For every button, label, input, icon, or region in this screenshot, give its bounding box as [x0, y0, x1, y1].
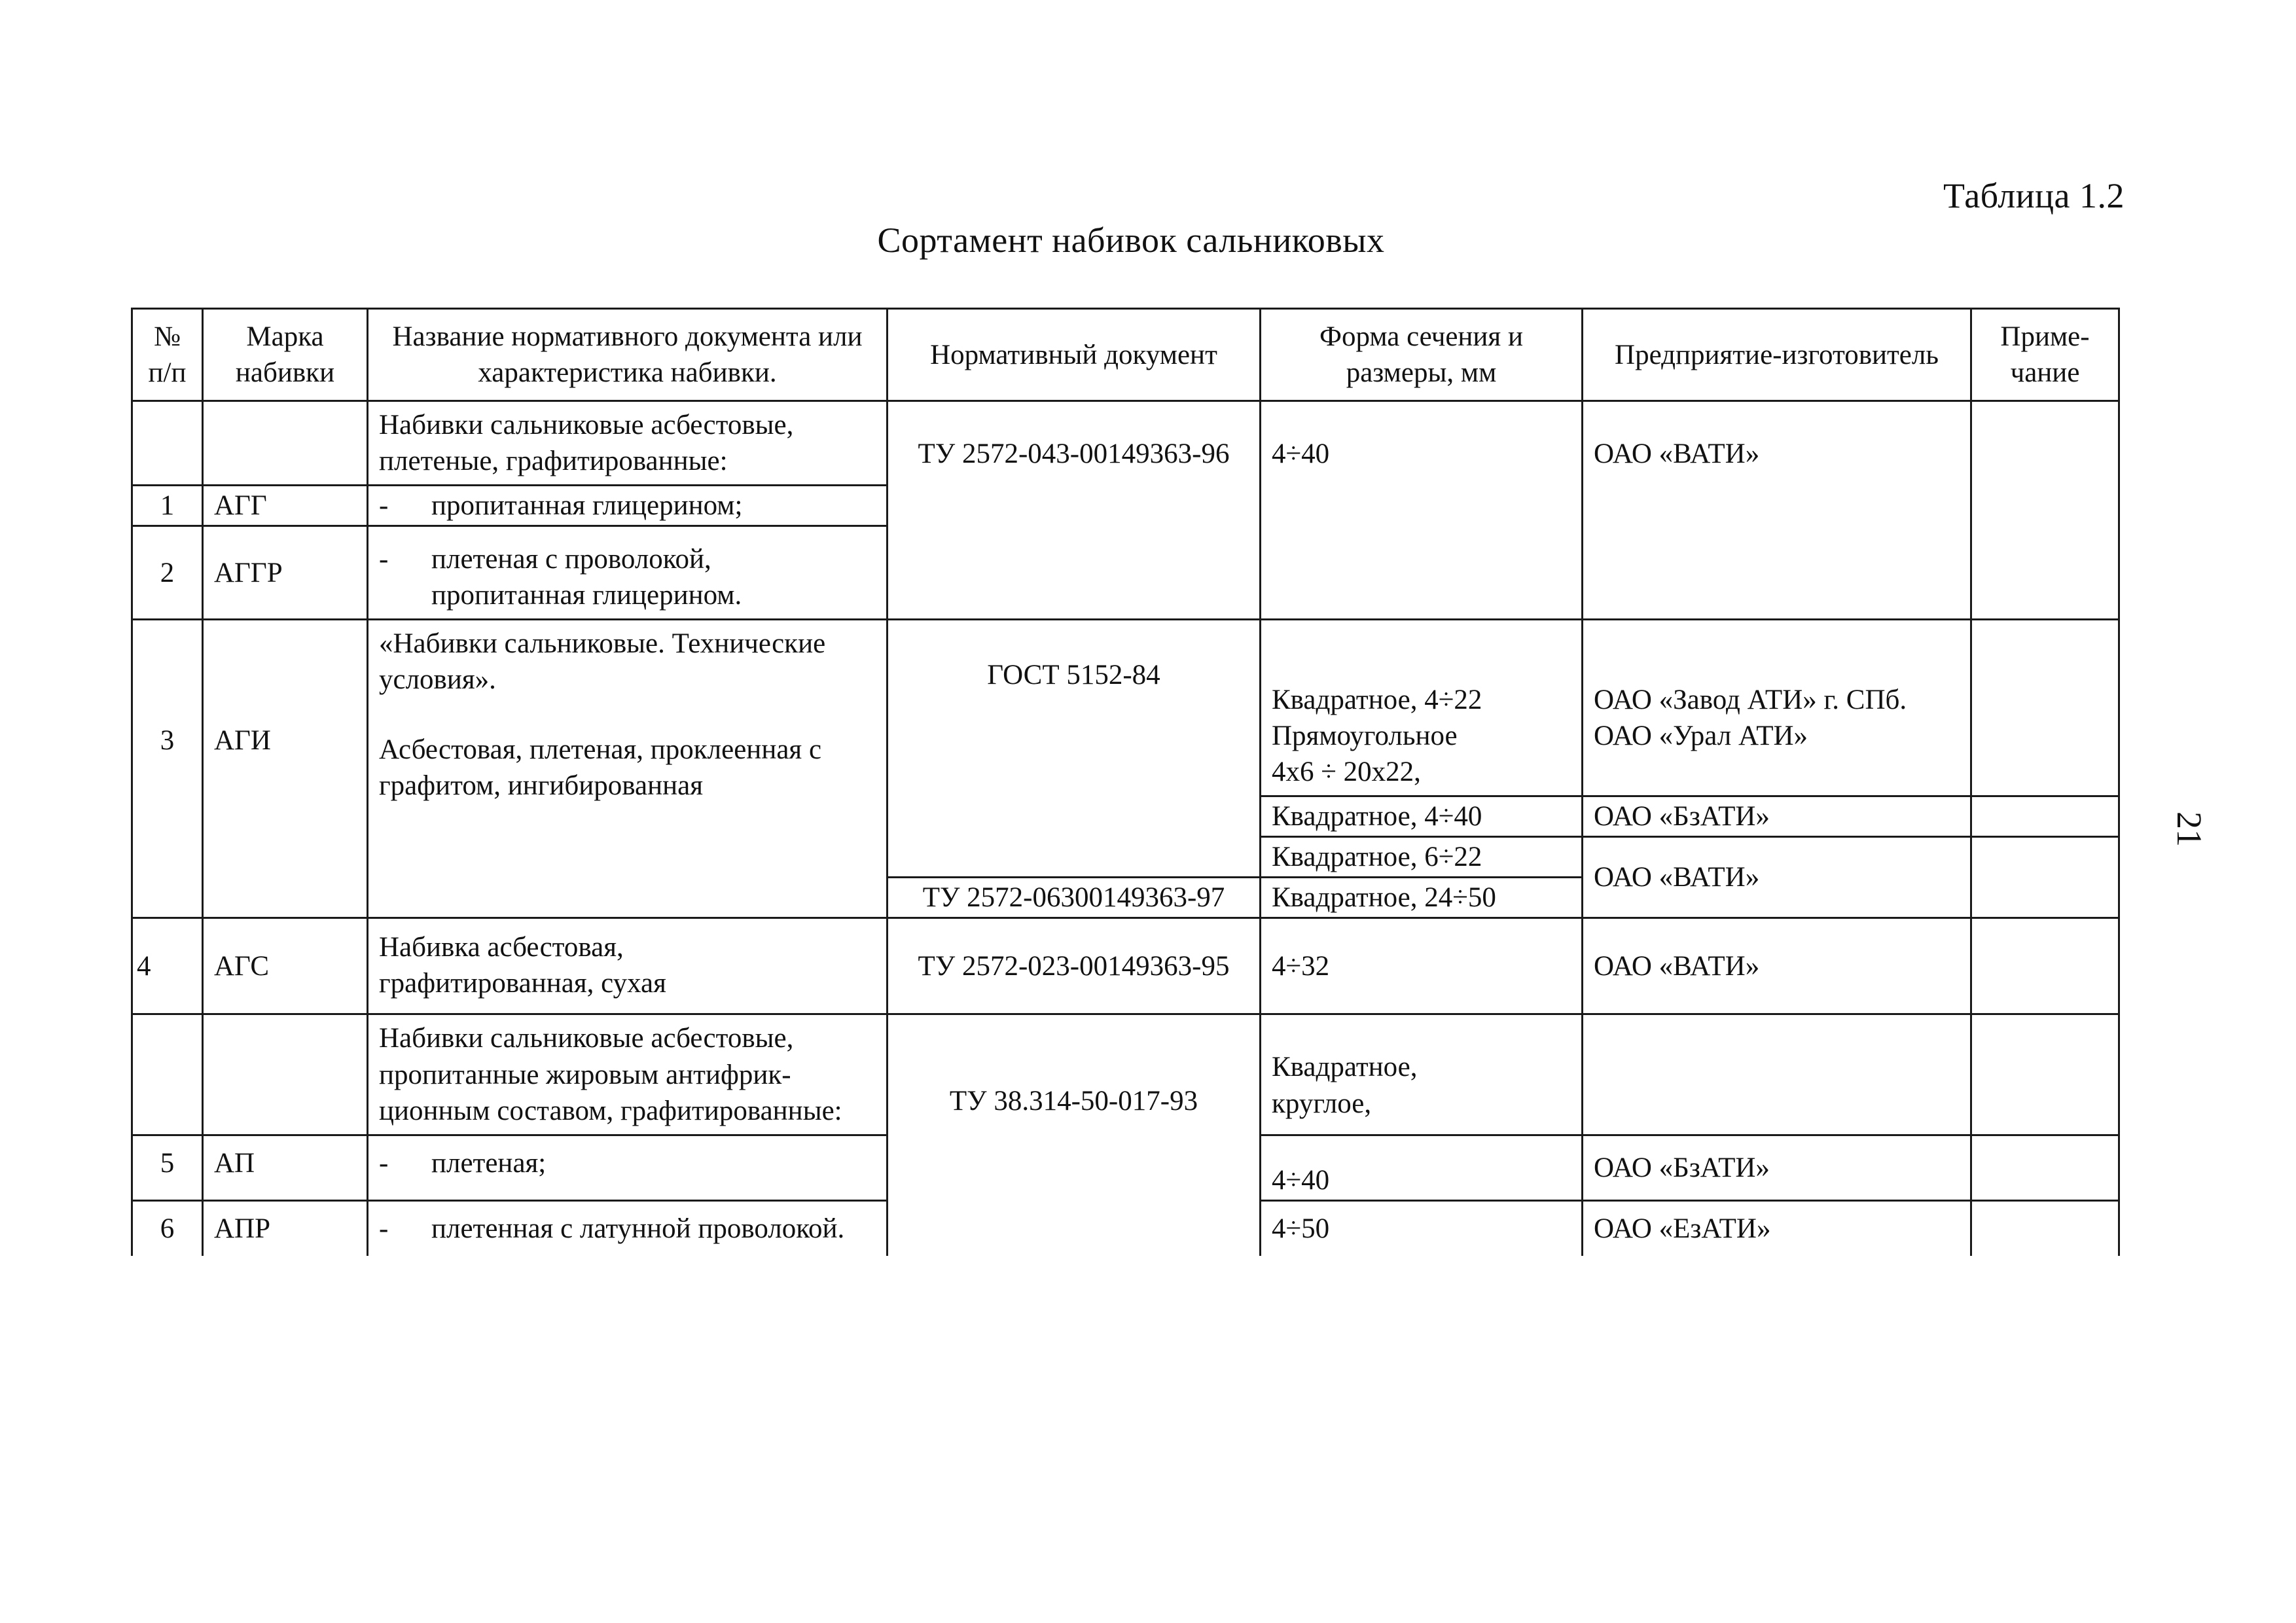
form-line2: круглое, — [1272, 1088, 1372, 1119]
cell-name — [368, 1135, 888, 1200]
item-text: плетенная с латунной проволокой. — [431, 1213, 845, 1244]
cell-num: 3 — [132, 620, 203, 918]
bullet-dash: - — [379, 544, 389, 575]
cell-mark: АПР — [203, 1200, 368, 1256]
cell-mark: АГИ — [203, 620, 368, 918]
cell-maker — [1583, 1014, 1971, 1135]
cell-doc: ГОСТ 5152-84 — [888, 620, 1261, 878]
cell-maker: ОАО «ВАТИ» — [1583, 918, 1971, 1014]
cell-num: 1 — [132, 486, 203, 526]
table-row — [132, 620, 2119, 796]
cell-form: Квадратное, 4÷40 — [1261, 796, 1583, 837]
item-text: плетеная; — [431, 1147, 547, 1179]
table-row — [132, 1014, 2119, 1135]
cell-maker: ОАО «ВАТИ» — [1583, 401, 1971, 620]
table-row — [132, 401, 2119, 486]
cell-form: 4÷50 — [1261, 1200, 1583, 1256]
maker-line2: ОАО «Урал АТИ» — [1594, 721, 1808, 752]
table-title: Сортамент набивок сальниковых — [877, 221, 1385, 260]
cell-maker: ОАО «ЕзАТИ» — [1583, 1200, 1971, 1256]
packing-assortment-table — [131, 308, 2120, 1256]
cell-maker: ОАО «ВАТИ» — [1583, 837, 1971, 918]
cell-note — [1971, 620, 2119, 796]
header-doc: Нормативный документ — [888, 309, 1261, 401]
maker-line1: ОАО «Завод АТИ» г. СПб. — [1594, 685, 1907, 716]
cell-form: 4÷40 — [1261, 1135, 1583, 1200]
cell-note — [1971, 401, 2119, 620]
cell-maker: ОАО «БзАТИ» — [1583, 1135, 1971, 1200]
table-row — [132, 918, 2119, 1014]
cell-maker — [1583, 620, 1971, 796]
cell-doc: ТУ 2572-023-00149363-95 — [888, 918, 1261, 1014]
header-name: Название нормативного документа или характеристика набивки. — [368, 309, 888, 401]
cell-note — [1971, 796, 2119, 837]
cell-form: Квадратное, 24÷50 — [1261, 878, 1583, 918]
cell-form — [1261, 620, 1583, 796]
name-detail: Асбестовая, плетеная, проклеенная с графитом, ингибированная — [379, 734, 822, 802]
intro-line1: Набивки сальниковые асбестовые, — [379, 1023, 794, 1054]
item-text: пропитанная глицерином; — [431, 490, 743, 522]
cell-doc: ТУ 2572-043-00149363-96 — [888, 401, 1261, 620]
cell-note — [1971, 918, 2119, 1014]
header-row — [132, 309, 2119, 401]
cell-name — [368, 1200, 888, 1256]
cell-name — [368, 620, 888, 918]
table-caption: Таблица 1.2 — [1943, 176, 2125, 215]
cell-num — [132, 1014, 203, 1135]
bullet-dash: - — [379, 490, 389, 522]
page-number: 21 — [2170, 812, 2209, 847]
name-intro: «Набивки сальниковые. Технические условия». — [379, 628, 826, 696]
cell-name — [368, 918, 888, 1014]
cell-name — [368, 526, 888, 620]
bullet-dash: - — [379, 1213, 389, 1244]
cell-mark: АГГР — [203, 526, 368, 620]
header-note: Приме- чание — [1971, 309, 2119, 401]
cell-doc: ТУ 2572-06300149363-97 — [888, 878, 1261, 918]
item-text-line2: пропитанная глицерином. — [431, 580, 742, 611]
cell-num: 4 — [132, 918, 203, 1014]
cell-note — [1971, 837, 2119, 918]
intro-line3: ционным составом, графитированные: — [379, 1095, 842, 1126]
cell-note — [1971, 1135, 2119, 1200]
bullet-dash: - — [379, 1147, 389, 1179]
cell-name: Набивки сальниковые асбестовые, плетеные, графитированные: — [368, 401, 888, 486]
cell-form — [1261, 1014, 1583, 1135]
cell-form: Квадратное, 6÷22 — [1261, 837, 1583, 878]
item-text-line1: плетеная с проволокой, — [431, 544, 711, 575]
cell-note — [1971, 1200, 2119, 1256]
cell-num — [132, 401, 203, 486]
header-maker: Предприятие-изготовитель — [1583, 309, 1971, 401]
cell-mark: АГГ — [203, 486, 368, 526]
cell-form: 4÷32 — [1261, 918, 1583, 1014]
cell-name — [368, 486, 888, 526]
cell-num: 6 — [132, 1200, 203, 1256]
form-line1: Квадратное, 4÷22 — [1272, 685, 1482, 716]
cell-mark — [203, 1014, 368, 1135]
name-line1: Набивка асбестовая, — [379, 932, 624, 963]
cell-mark: АП — [203, 1135, 368, 1200]
cell-num: 5 — [132, 1135, 203, 1200]
intro-line2: пропитанные жировым антифрик- — [379, 1059, 791, 1090]
cell-form: 4÷40 — [1261, 401, 1583, 620]
cell-maker: ОАО «БзАТИ» — [1583, 796, 1971, 837]
form-line2: Прямоугольное — [1272, 721, 1458, 752]
header-mark: Марка набивки — [203, 309, 368, 401]
name-line2: графитированная, сухая — [379, 968, 666, 999]
cell-mark: АГС — [203, 918, 368, 1014]
header-form: Форма сечения и размеры, мм — [1261, 309, 1583, 401]
cell-note — [1971, 1014, 2119, 1135]
cell-num: 2 — [132, 526, 203, 620]
cell-name — [368, 1014, 888, 1135]
header-num: № п/п — [132, 309, 203, 401]
form-line3: 4х6 ÷ 20х22, — [1272, 757, 1421, 788]
cell-mark — [203, 401, 368, 486]
form-line1: Квадратное, — [1272, 1052, 1418, 1083]
cell-doc: ТУ 38.314-50-017-93 — [888, 1014, 1261, 1256]
